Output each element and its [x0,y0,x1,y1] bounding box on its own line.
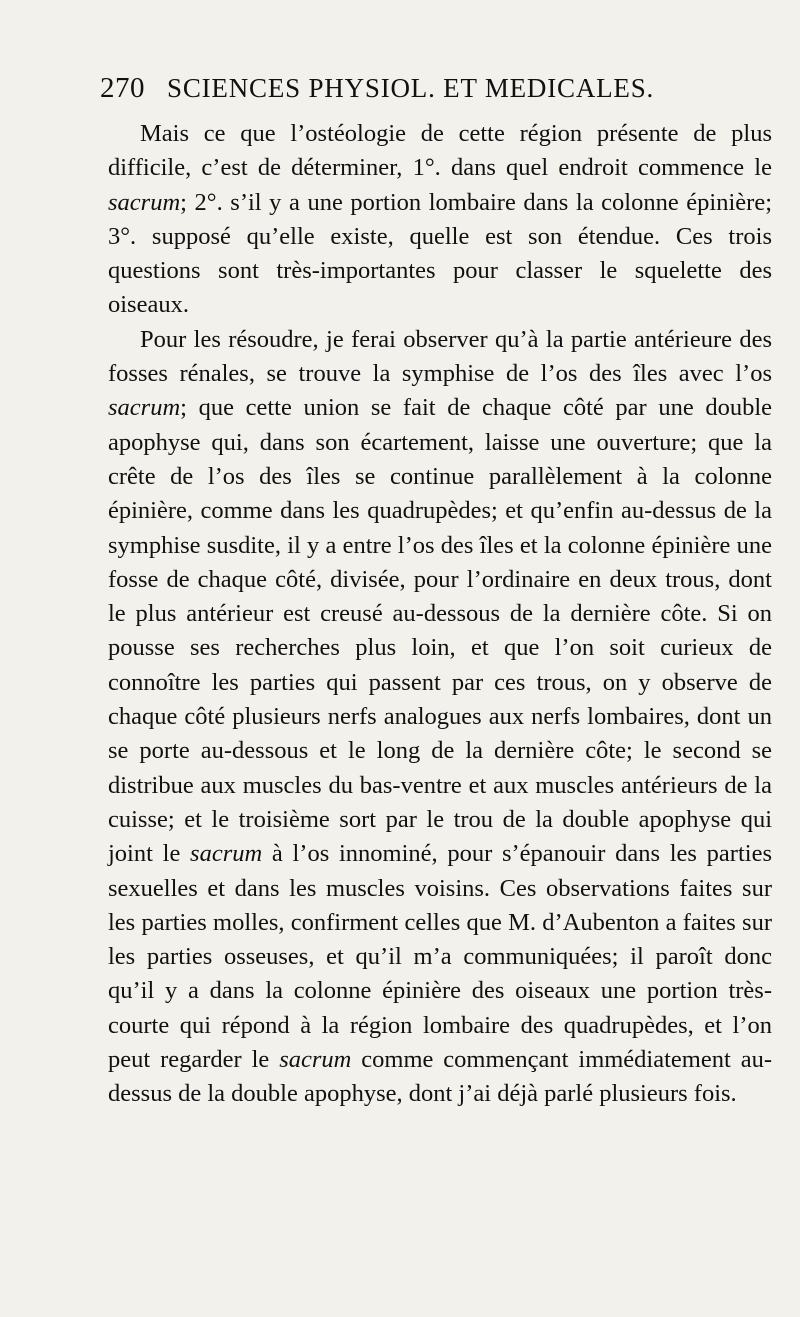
paragraph-2-text-b: ; que cette union se fait de chaque côté par une double apophyse qui, dans son écartement, laisse une ouverture; que la crête de l’os des îles se continue parallèlement à la colonne épinière, comme dans les quadrupèdes; et qu’enfin au-dessus de la symphise susdite, il y a entre l’os des îles et la colonne épinière une fosse de chaque côté, divisée, pour l’ordinaire en deux trous, dont le plus antérieur est creusé au-dessous de la dernière côte. Si on pousse ses recherches plus loin, et que l’on soit curieux de connoître les parties qui passent par ces trous, on y observe de chaque côté plusieurs nerfs analogues aux nerfs lombaires, dont un se porte au-dessous et le long de la dernière côte; le second se distribue aux muscles du bas-ventre et aux muscles antérieurs de la cuisse; et le troisième sort par le trou de la double apophyse qui joint le [108,394,772,868]
body-text [108,117,772,1112]
paragraph-1-italic-sacrum: sacrum [108,188,181,216]
running-head: SCIENCES PHYSIOL. ET MEDICALES. [167,73,655,103]
paragraph-2-italic-sacrum-3: sacrum [279,1046,352,1074]
paragraph-2-italic-sacrum-2: sacrum [190,840,263,868]
paragraph-1-text-a: Mais ce que l’ostéologie de cette région présente de plus difficile, c’est de déterminer, 1°. dans quel endroit commence le [108,120,772,182]
paragraph-1-text-b: ; 2°. s’il y a une portion lombaire dans la colonne épinière; 3°. supposé qu’elle existe, quelle est son étendue. Ces trois questions sont très-importantes pour classer le squelette des oiseaux. [108,188,772,319]
page-header [100,72,750,112]
paragraph-2-text-d: comme commençant immédiatement au-dessus de la double apophyse, dont j’ai déjà parlé plusieurs fois. [108,1046,772,1108]
paragraph-2 [108,323,772,1112]
paragraph-2-italic-sacrum-1: sacrum [108,394,181,422]
paragraph-2-text-a: Pour les résoudre, je ferai observer qu’à la partie antérieure des fosses rénales, se trouve la symphise de l’os des îles avec l’os [108,325,772,388]
paragraph-1 [108,117,772,323]
page-number: 270 [100,72,145,104]
paragraph-2-text-c: à l’os innominé, pour s’épanouir dans les parties sexuelles et dans les muscles voisins. Ces observations faites sur les parties molles, confirment celles que M. d’Aubenton a faites sur les parties osseuses, et qu’il m’a communiquées; il paroît donc qu’il y a dans la colonne épinière des oiseaux une portion très-courte qui répond à la région lombaire des quadrupèdes, et l’on peut regarder le [108,840,772,1074]
